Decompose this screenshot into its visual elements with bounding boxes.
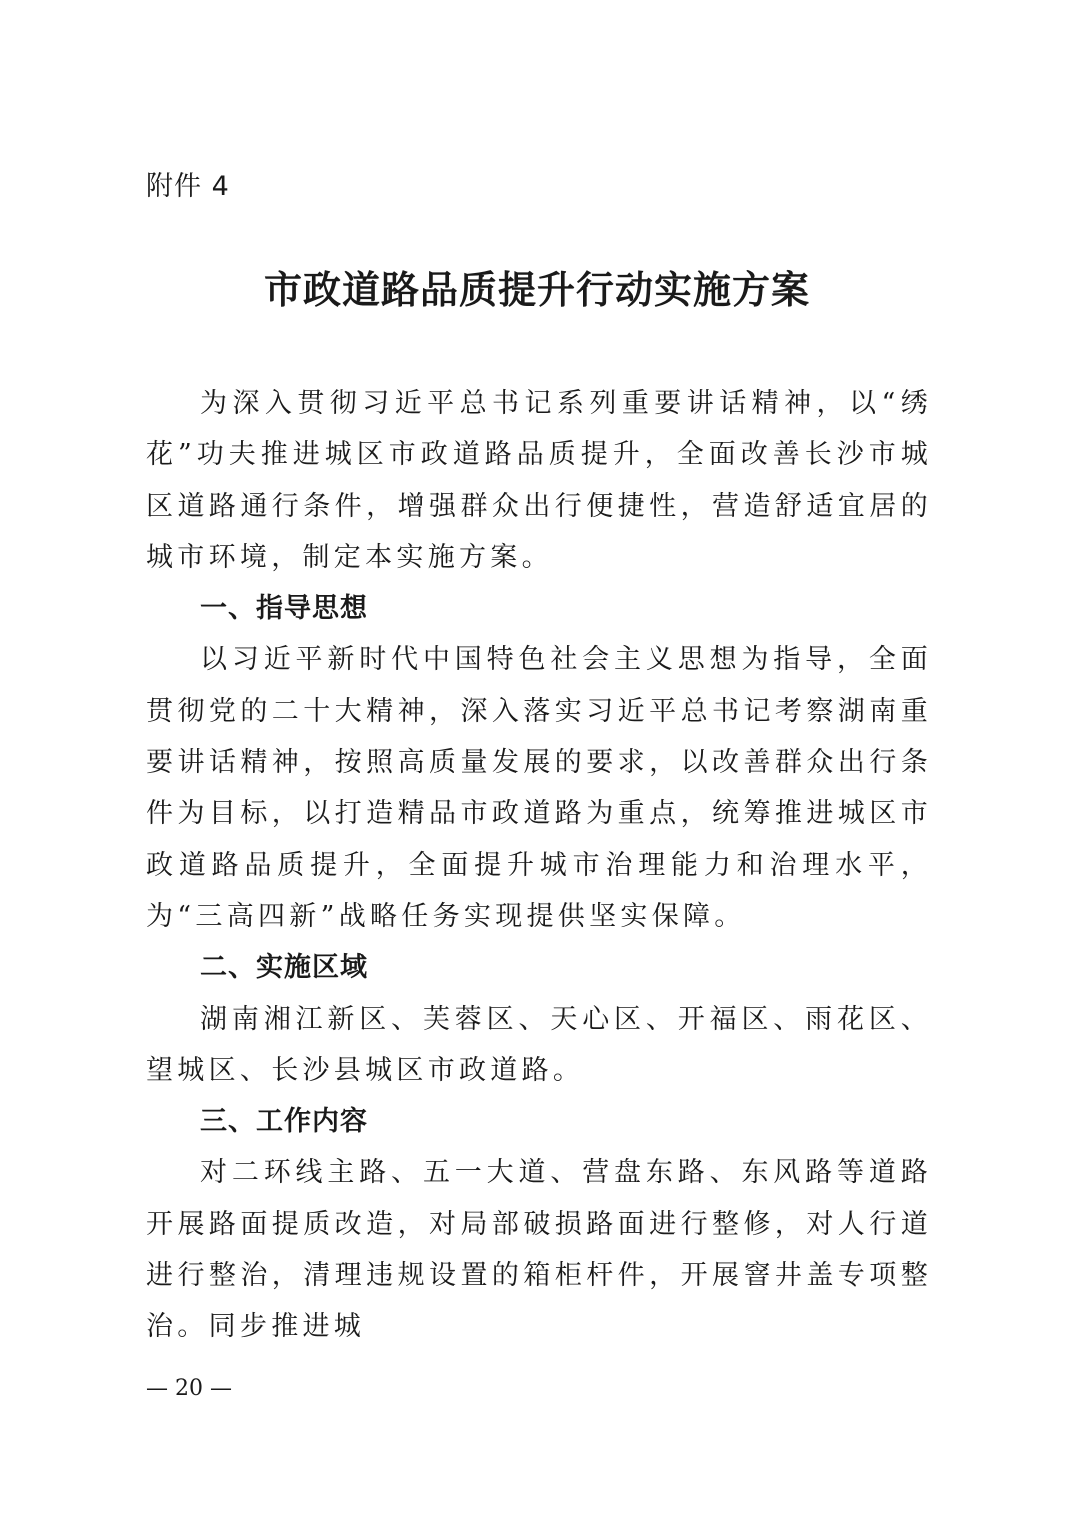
document-title: 市政道路品质提升行动实施方案	[263, 267, 810, 312]
intro-paragraph: 为深入贯彻习近平总书记系列重要讲话精神，以“绣花”功夫推进城区市政道路品质提升，全面改善长沙市城区道路通行条件，增强群众出行便捷性，营造舒适宜居的城市环境，制定本实施方案。	[146, 388, 932, 573]
section-heading-work-content: 三、工作内容	[200, 1106, 368, 1138]
section-paragraph-implementation-area: 湖南湘江新区、芙蓉区、天心区、开福区、雨花区、望城区、长沙县城区市政道路。	[146, 1003, 932, 1086]
attachment-label: 附件 4	[146, 171, 230, 202]
page-number: — 20 —	[146, 1376, 232, 1401]
document-body	[146, 378, 932, 1353]
section-heading-guiding-ideology: 一、指导思想	[200, 593, 368, 625]
section-heading-implementation-area: 二、实施区域	[200, 952, 368, 984]
section-paragraph-work-content: 对二环线主路、五一大道、营盘东路、东风路等道路开展路面提质改造，对局部破损路面进行整修，对人行道进行整治，清理违规设置的箱柜杆件，开展窨井盖专项整治。同步推进城	[146, 1157, 932, 1343]
section-paragraph-guiding-ideology: 以习近平新时代中国特色社会主义思想为指导，全面贯彻党的二十大精神，深入落实习近平总书记考察湖南重要讲话精神，按照高质量发展的要求，以改善群众出行条件为目标，以打造精品市政道路为重点，统筹推进城区市政道路品质提升，全面提升城市治理能力和治理水平，为“三高四新”战略任务实现提供坚实保障。	[146, 644, 932, 932]
